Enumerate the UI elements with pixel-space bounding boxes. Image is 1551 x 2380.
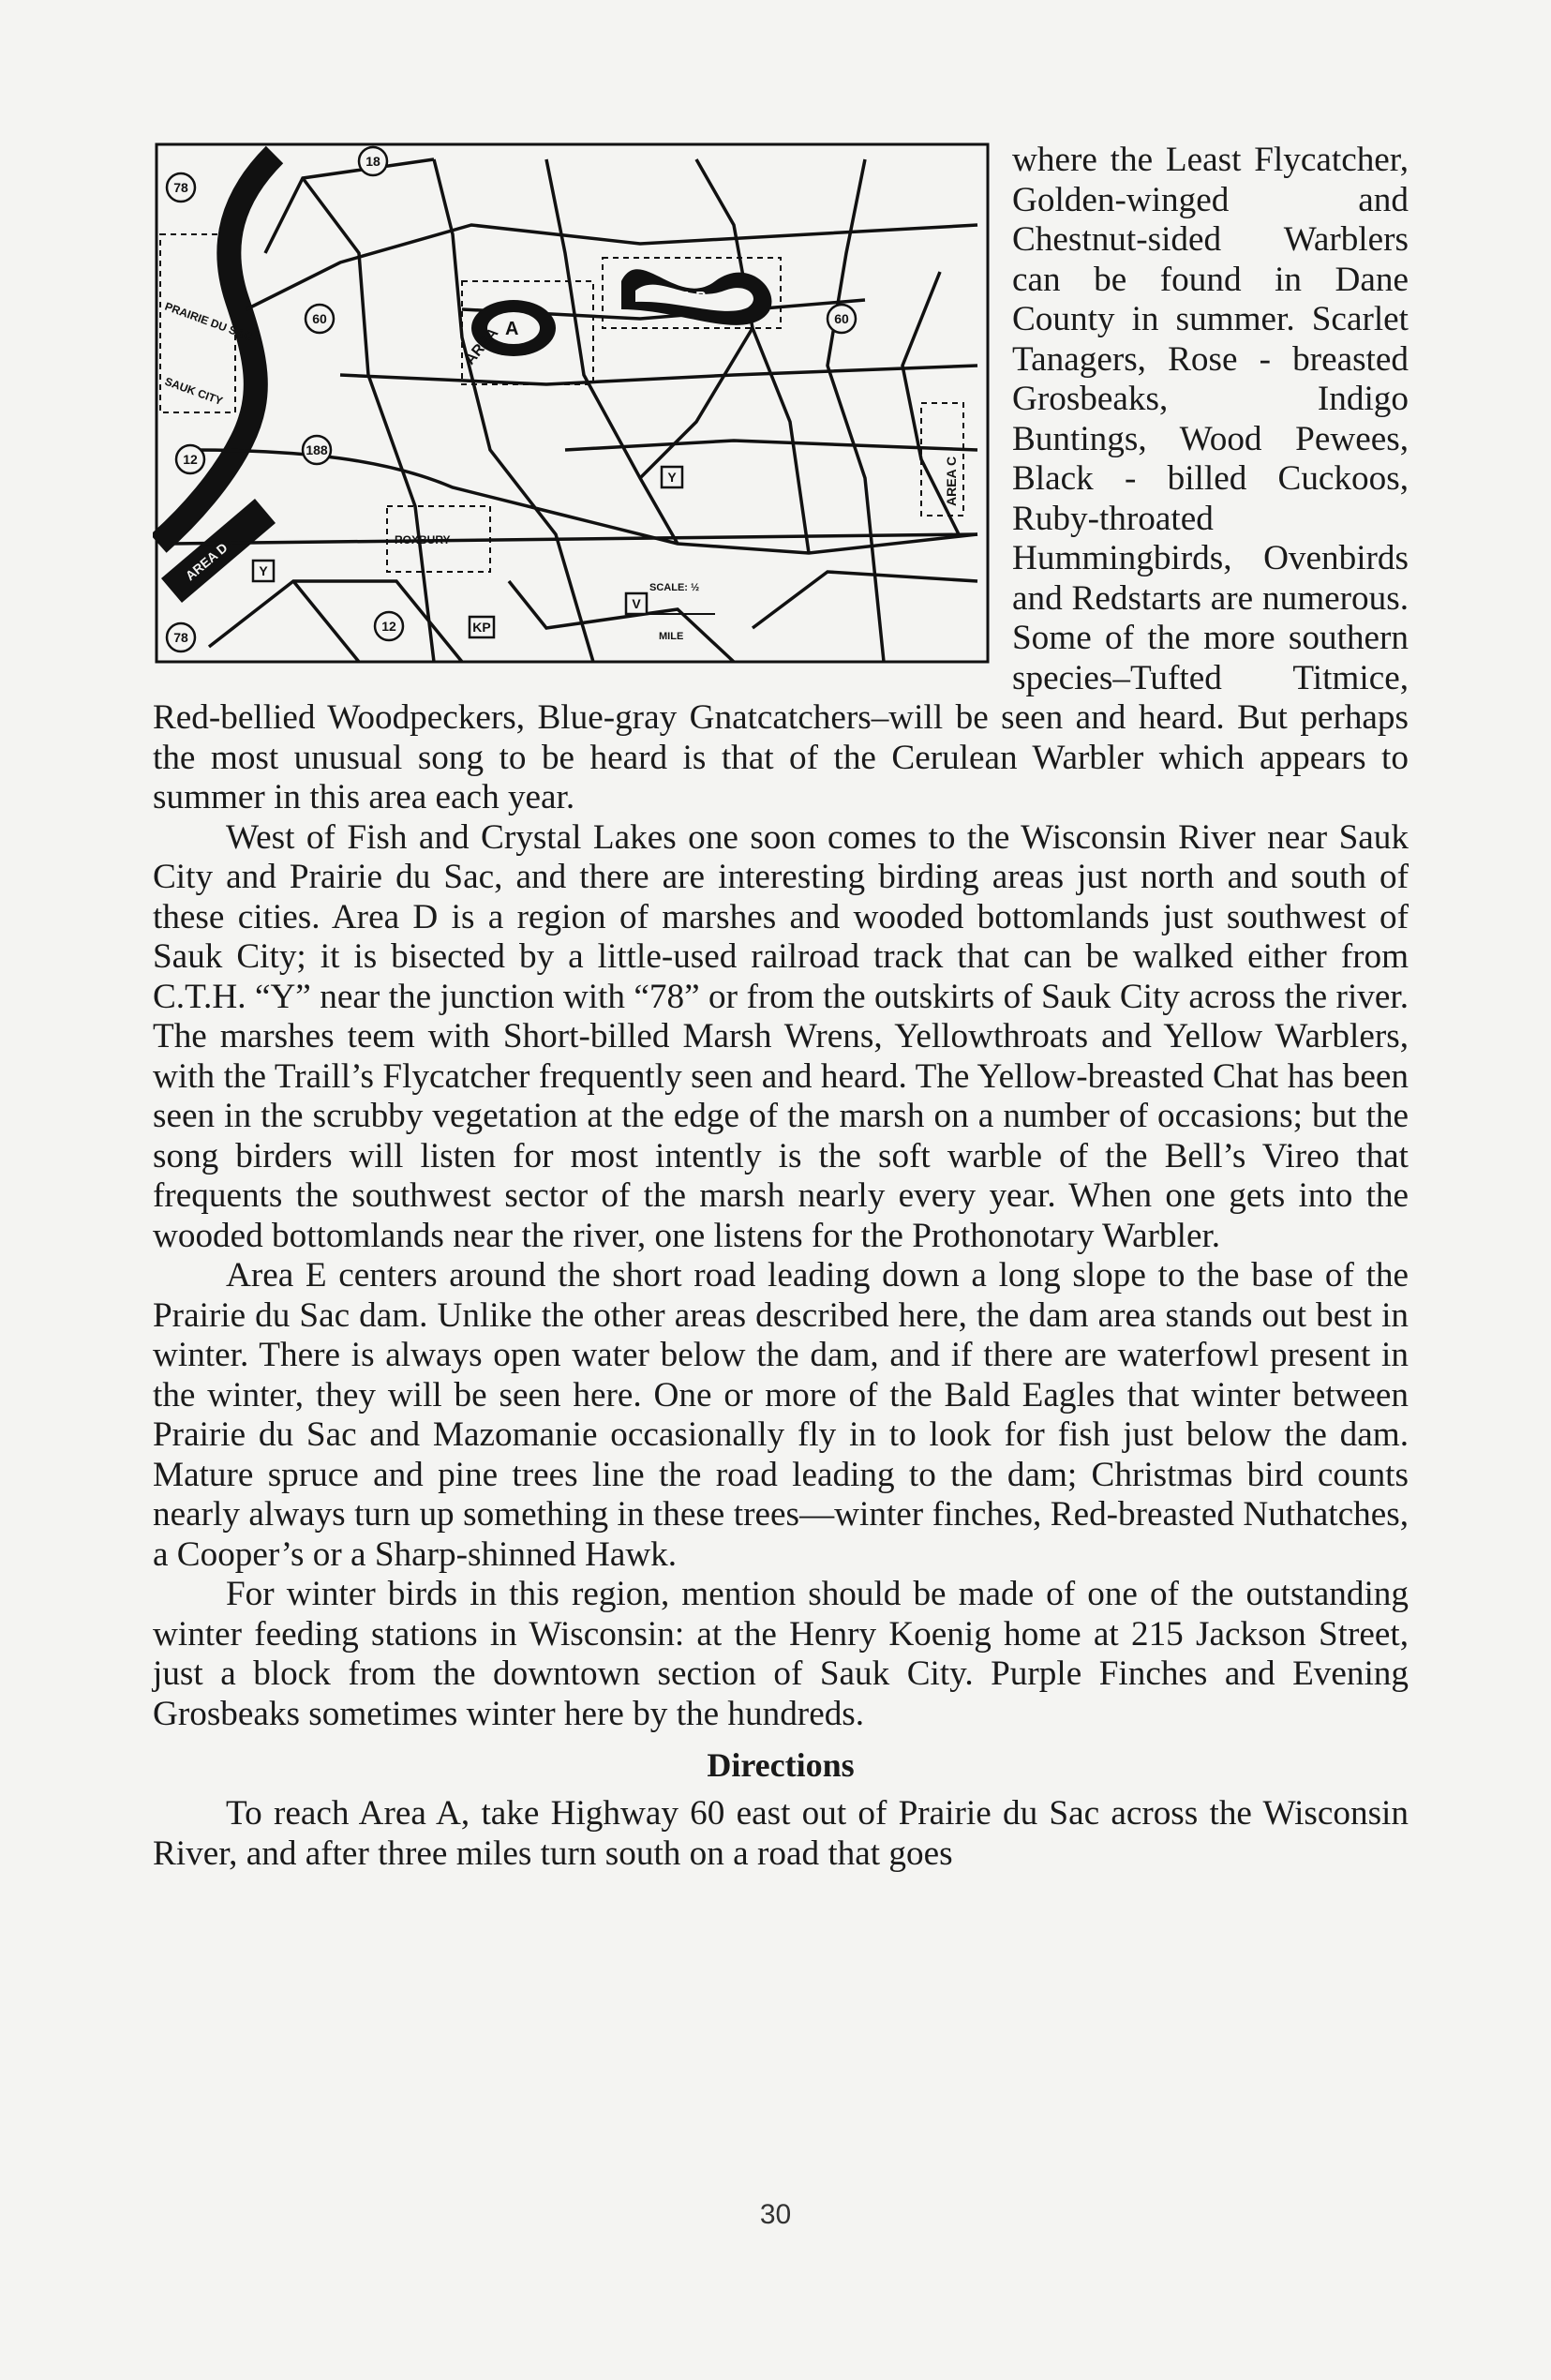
map-label-hwy-12-south: 12 — [381, 619, 396, 634]
paragraph-winter-feeding: For winter birds in this region, mention should be made of one of the outstanding winter feeding stations in Wisconsin: at the Henry Koenig home at 215 Jackson Street, just a block from the downtown section of Sauk City. Purple Finches and Evening Grosbeaks sometimes winter here by the hundreds. — [153, 1575, 1409, 1733]
map-label-hwy-188: 188 — [306, 442, 328, 457]
map-label-area-a: AREA — [462, 324, 502, 368]
map-label-prairie-du-sac: PRAIRIE DU SAC — [162, 299, 254, 344]
map-label-area-b: AREA B — [649, 290, 707, 306]
map-label-hwy-78-north: 78 — [173, 180, 188, 195]
paragraph-area-d: West of Fish and Crystal Lakes one soon comes to the Wisconsin River near Sauk City and Prairie du Sac, and there are interesting birding areas just north and south of these cities. Area D is a region of marshes and wooded bottomlands just southwest of Sauk City; it is bisected by a little-used railroad track that can be walked either from C.T.H. “Y” near the junction with “78” or from the outskirts of Sauk City across the river. The marshes teem with Short-billed Marsh Wrens, Yellowthroats and Yellow Warblers, with the Traill’s Flycatcher frequently seen and heard. The Yellow-breasted Chat has been seen in the scrubby vegetation at the edge of the marsh on a number of occasions; but the song birders will listen for most intently is the soft warble of the Bell’s Vireo that frequents the southwest sector of the marsh nearly every year. When one gets into the wooded bottomlands near the river, one listens for the Prothonotary Warbler. — [153, 817, 1409, 1255]
paragraph-directions: To reach Area A, take Highway 60 east out of Prairie du Sac across the Wisconsin River, and after three miles turn south on a road that goes — [153, 1794, 1409, 1873]
map-label-sauk-city: SAUK CITY — [162, 374, 225, 408]
map-label-area-a-letter: A — [505, 319, 519, 339]
map-label-cty-kp: KP — [472, 620, 491, 635]
map-label-hwy-60-west: 60 — [312, 311, 327, 326]
map-label-area-d: AREA D — [182, 539, 231, 584]
map-label-hwy-12-north: 12 — [183, 452, 198, 467]
area-map — [153, 141, 992, 666]
page-content — [153, 141, 1409, 1874]
map-label-hwy-18: 18 — [365, 154, 380, 169]
map-label-hwy-78-south: 78 — [173, 630, 188, 645]
map-label-area-c: AREA C — [944, 456, 959, 506]
section-heading-directions: Directions — [707, 1746, 855, 1784]
map-label-cty-v: V — [632, 596, 641, 611]
map-scale-label: SCALE: ½ — [649, 582, 700, 593]
page-number: 30 — [759, 2199, 792, 2230]
paragraph-area-e: Area E centers around the short road leading down a long slope to the base of the Prairie du Sac dam. Unlike the other areas described here, the dam area stands out best in winter. There is always open water below the dam, and if there are waterfowl present in the winter, they will be seen here. One or more of the Bald Eagles that winter between Prairie du Sac and Mazomanie occasionally fly in to look for fish just below the dam. Mature spruce and pine trees line the road leading to the dam; Christmas bird counts nearly always turn up something in these trees—winter finches, Red-breasted Nuthatches, a Cooper’s or a Sharp-shinned Hawk. — [153, 1256, 1409, 1574]
map-label-roxbury: ROXBURY — [395, 533, 451, 546]
map-label-hwy-60-east: 60 — [834, 311, 849, 326]
map-scale-unit: MILE — [659, 631, 684, 642]
paragraph-species-list: where the Least Flycatcher, Golden-winged and Chestnut-sided Warblers can be found in Dane County in summer. Scarlet Tanagers, Rose - breasted Grosbeaks, Indigo Buntings, Wood Pewees, Black - billed Cuckoos, Ruby-throated Hummingbirds, Ovenbirds and Redstarts are numerous. Some of the more southern species–Tufted Titmice, Red-bellied Woodpeckers, Blue-gray Gnatcatchers–will be seen and heard. But perhaps the most unusual song to be heard is that of the Cerulean Warbler which appears to summer in this area each year. — [153, 141, 1409, 816]
map-label-cty-y-east: Y — [667, 470, 677, 485]
road-map-graphic — [153, 141, 992, 666]
map-label-cty-y-west: Y — [259, 563, 268, 578]
